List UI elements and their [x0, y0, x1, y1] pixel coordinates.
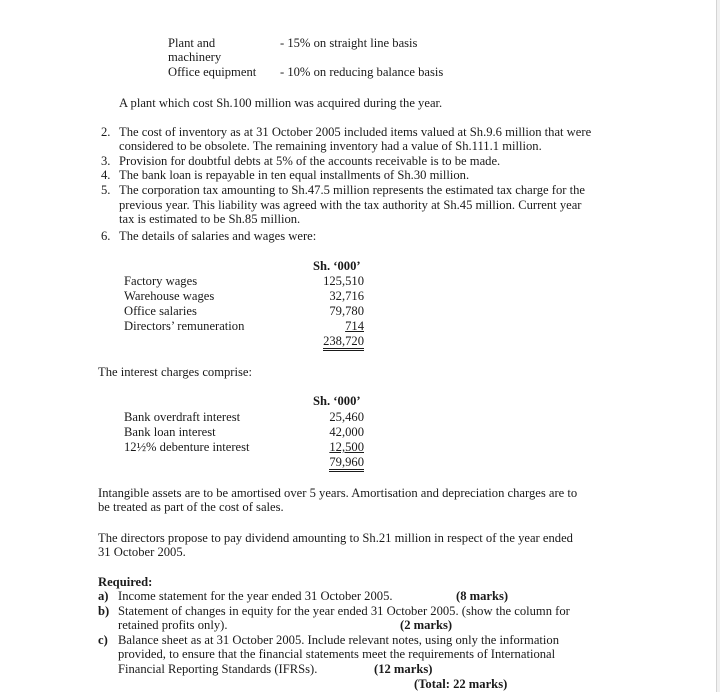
salary-row-label: Office salaries — [124, 304, 197, 318]
total-marks: (Total: 22 marks) — [414, 677, 508, 691]
interest-total-value: 79,960 — [329, 455, 364, 472]
required-c-line3: Financial Reporting Standards (IFRSs). — [118, 662, 318, 676]
interest-column-header: Sh. ‘000’ — [313, 394, 361, 408]
asset-plant-line2: machinery — [168, 50, 222, 64]
salary-row-value — [300, 320, 364, 333]
note-number: 2. — [101, 125, 111, 139]
salary-last-value: 714 — [345, 319, 364, 333]
note-number: 3. — [101, 154, 111, 168]
note-5-line2: previous year. This liability was agreed with the tax authority at Sh.45 million. Current year — [119, 198, 582, 212]
intangible-line2: be treated as part of the cost of sales. — [98, 500, 284, 514]
interest-row-value: 25,460 — [329, 410, 364, 424]
note-4-line1: The bank loan is repayable in ten equal installments of Sh.30 million. — [119, 168, 470, 182]
note-6-line1: The details of salaries and wages were: — [119, 229, 317, 243]
rate-plant: - 15% on straight line basis — [280, 36, 418, 50]
interest-row-value — [300, 441, 364, 454]
interest-total — [300, 456, 364, 469]
required-item-letter: b) — [98, 604, 110, 618]
required-item-letter: c) — [98, 633, 108, 647]
plant-note: A plant which cost Sh.100 million was acquired during the year. — [119, 96, 443, 110]
note-2-line2: considered to be obsolete. The remaining inventory had a value of Sh.111.1 million. — [119, 139, 542, 153]
salary-row-value: 32,716 — [329, 289, 364, 303]
note-5-line1: The corporation tax amounting to Sh.47.5 million represents the estimated tax charge for the — [119, 183, 585, 197]
required-item-letter: a) — [98, 589, 109, 603]
note-number: 6. — [101, 229, 111, 243]
note-number: 5. — [101, 183, 111, 197]
note-2-line1: The cost of inventory as at 31 October 2005 included items valued at Sh.9.6 million that were — [119, 125, 592, 139]
salaries-total-value: 238,720 — [323, 334, 364, 351]
intangible-line1: Intangible assets are to be amortised over 5 years. Amortisation and depreciation charges are to — [98, 486, 578, 500]
required-b-line1: Statement of changes in equity for the year ended 31 October 2005. (show the column for — [118, 604, 570, 618]
note-3-line1: Provision for doubtful debts at 5% of the accounts receivable is to be made. — [119, 154, 501, 168]
note-number: 4. — [101, 168, 111, 182]
salaries-column-header: Sh. ‘000’ — [313, 259, 361, 273]
salary-row-label: Warehouse wages — [124, 289, 215, 303]
interest-row-label: Bank overdraft interest — [124, 410, 241, 424]
required-heading: Required: — [98, 575, 153, 589]
salary-row-value: 79,780 — [329, 304, 364, 318]
note-5-line3: tax is estimated to be Sh.85 million. — [119, 212, 301, 226]
required-c-line2: provided, to ensure that the financial statements meet the requirements of International — [118, 647, 556, 661]
interest-last-value: 12,500 — [329, 440, 364, 454]
dividend-line2: 31 October 2005. — [98, 545, 186, 559]
asset-plant-line1: Plant and — [168, 36, 216, 50]
asset-office-equipment: Office equipment — [168, 65, 257, 79]
salary-row-label: Factory wages — [124, 274, 198, 288]
required-c-marks: (12 marks) — [374, 662, 433, 676]
interest-row-label: Bank loan interest — [124, 425, 216, 439]
required-a-line1: Income statement for the year ended 31 October 2005. — [118, 589, 393, 603]
salary-row-value: 125,510 — [323, 274, 364, 288]
required-c-line1: Balance sheet as at 31 October 2005. Include relevant notes, using only the information — [118, 633, 560, 647]
salary-row-label: Directors’ remuneration — [124, 319, 245, 333]
salaries-total — [300, 335, 364, 348]
required-b-marks: (2 marks) — [400, 618, 453, 632]
required-b-line2: retained profits only). — [118, 618, 228, 632]
rate-office-equipment: - 10% on reducing balance basis — [280, 65, 444, 79]
dividend-line1: The directors propose to pay dividend amounting to Sh.21 million in respect of the year ended — [98, 531, 573, 545]
interest-row-value: 42,000 — [329, 425, 364, 439]
interest-intro: The interest charges comprise: — [98, 365, 252, 379]
interest-row-label: 12½% debenture interest — [124, 440, 250, 454]
required-a-marks: (8 marks) — [456, 589, 509, 603]
